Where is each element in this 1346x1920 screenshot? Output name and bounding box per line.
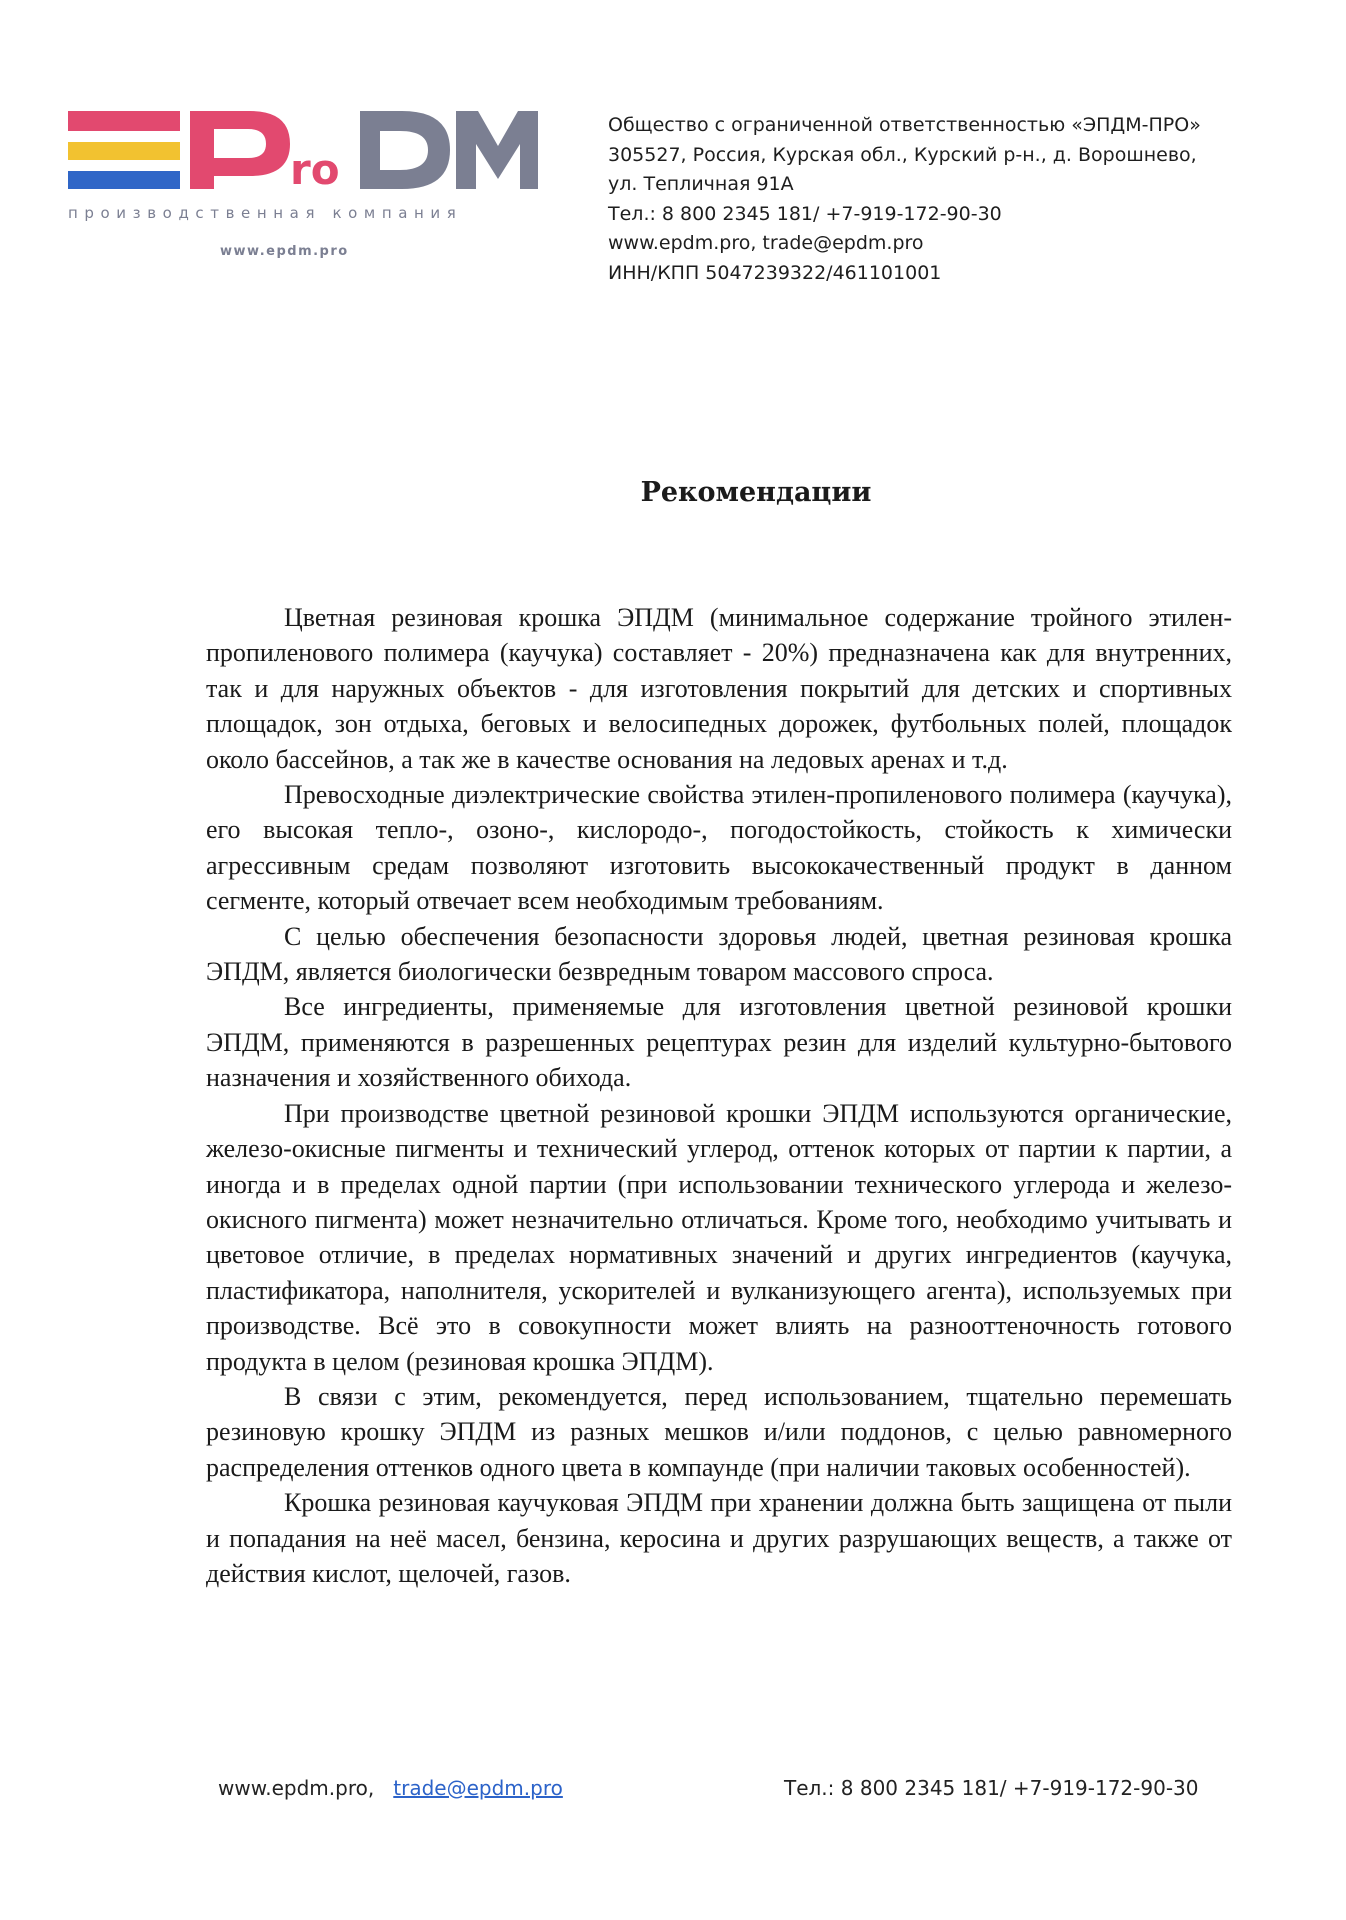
company-inn: ИНН/КПП 5047239322/461101001 bbox=[608, 261, 942, 284]
paragraph: При производстве цветной резиновой крошки ЭПДМ используются органические, железо-окисные пигменты и технический углерод, оттенок которых от партии к партии, а иногда и в пределах одной партии (при использовании технического углерода и железо-окисного пигмента) может незначительно отличаться. Кроме того, необходимо учитывать и цветовое отличие, в пределах нормативных значений и других ингредиентов (каучука, пластификатора, наполнителя, ускорителей и вулканизующего агента), используемых при производстве. Всё это в совокупности может влиять на разнооттеночность готового продукта в целом (резиновая крошка ЭПДМ). bbox=[206, 1098, 1232, 1376]
paragraph: С целью обеспечения безопасности здоровья людей, цветная резиновая крошка ЭПДМ, является биологически безвредным товаром массового спроса. bbox=[206, 921, 1232, 987]
company-web-email: www.epdm.pro, trade@epdm.pro bbox=[608, 232, 924, 254]
footer-phone: Тел.: 8 800 2345 181/ +7-919-172-90-30 bbox=[784, 1776, 1199, 1800]
footer-contacts bbox=[218, 1776, 563, 1800]
company-details bbox=[608, 111, 1308, 288]
document-body bbox=[206, 600, 1232, 1591]
company-address: 305527, Россия, Курская обл., Курский р-н., д. Ворошнево, bbox=[608, 143, 1197, 166]
svg-text:ro: ro bbox=[290, 145, 340, 194]
company-street: ул. Тепличная 91А bbox=[608, 173, 794, 195]
logo-tagline: производственная компания bbox=[68, 204, 463, 222]
company-logo bbox=[68, 104, 538, 264]
logo-graphic bbox=[68, 104, 538, 204]
footer-website: www.epdm.pro, bbox=[218, 1776, 375, 1800]
logo-website: www.epdm.pro bbox=[220, 244, 349, 259]
document-title: Рекомендации bbox=[640, 477, 872, 508]
company-name: Общество с ограниченной ответственностью «ЭПДМ-ПРО» bbox=[608, 114, 1201, 136]
footer-email-link[interactable]: trade@epdm.pro bbox=[393, 1776, 563, 1800]
paragraph: Превосходные диэлектрические свойства этилен-пропиленового полимера (каучука), его высокая тепло-, озоно-, кислородо-, погодостойкость, стойкость к химически агрессивным средам позволяют изготовить высококачественный продукт в данном сегменте, который отвечает всем необходимым требованиям. bbox=[206, 780, 1232, 916]
company-phone: Тел.: 8 800 2345 181/ +7-919-172-90-30 bbox=[608, 202, 1002, 225]
paragraph: Крошка резиновая каучуковая ЭПДМ при хранении должна быть защищена от пыли и попадания на неё масел, бензина, керосина и других разрушающих веществ, а также от действия кислот, щелочей, газов. bbox=[206, 1488, 1232, 1588]
paragraph: В связи с этим, рекомендуется, перед использованием, тщательно перемешать резиновую крошку ЭПДМ из разных мешков и/или поддонов, с целью равномерного распределения оттенков одного цвета в компаунде (при наличии таковых особенностей). bbox=[206, 1381, 1232, 1482]
paragraph: Все ингредиенты, применяемые для изготовления цветной резиновой крошки ЭПДМ, применяются в разрешенных рецептурах резин для изделий культурно-бытового назначения и хозяйственного обихода. bbox=[206, 992, 1232, 1093]
paragraph: Цветная резиновая крошка ЭПДМ (минимальное содержание тройного этилен-пропиленового полимера (каучука) составляет - 20%) предназначена как для внутренних, так и для наружных объектов - для изготовления покрытий для детских и спортивных площадок, зон отдыха, беговых и велосипедных дорожек, футбольных полей, площадок около бассейнов, а так же в качестве основания на ледовых аренах и т.д. bbox=[206, 603, 1232, 774]
